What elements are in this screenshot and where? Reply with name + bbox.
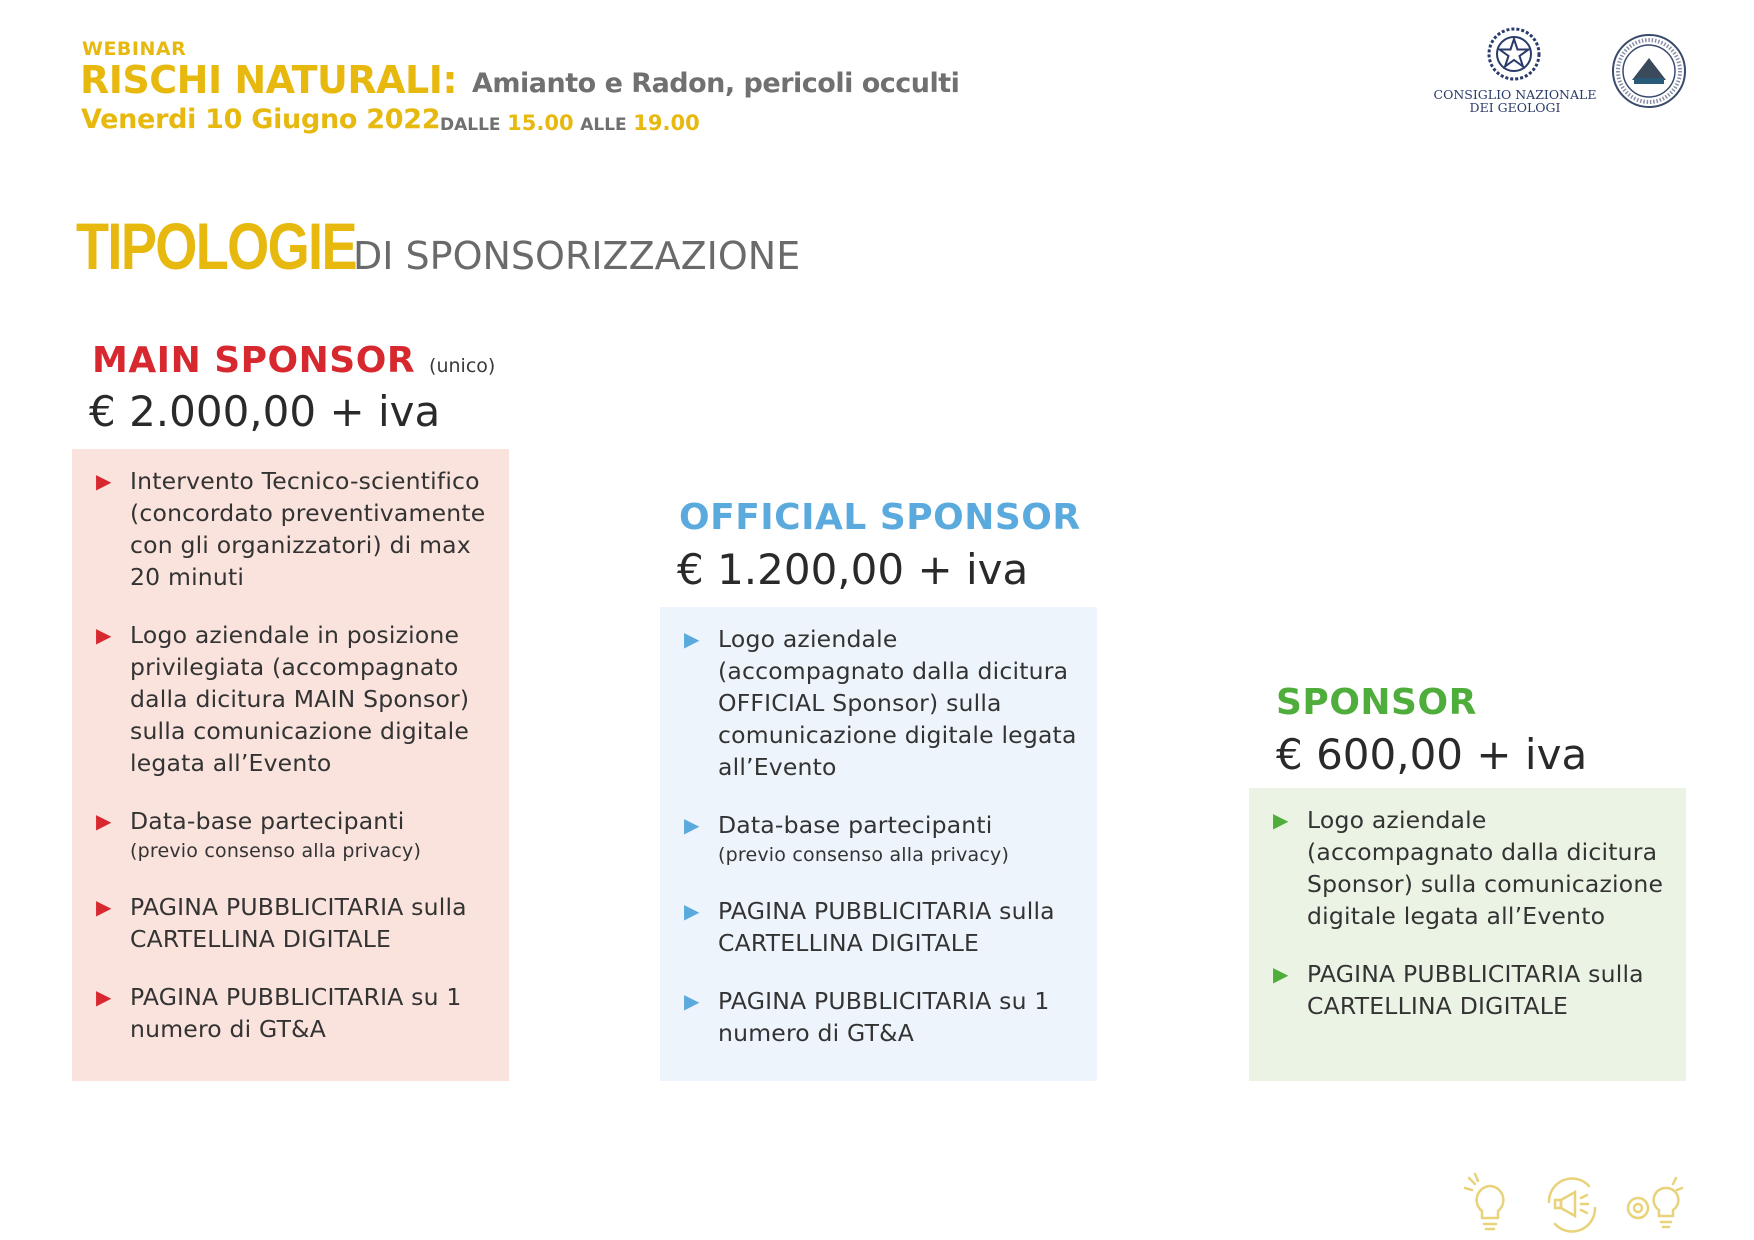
section-title (76, 208, 801, 284)
benefit-main-text: Logo aziendale (accompagnato dalla dicitura Sponsor) sulla comunicazione digitale legata all’Evento (1307, 806, 1664, 930)
event-title: RISCHI NATURALI: (80, 58, 458, 102)
cng-logo-text (1430, 88, 1600, 114)
benefit-main-text: PAGINA PUBBLICITARIA sulla CARTELLINA DIGITALE (1307, 960, 1644, 1020)
benefit-main-text: PAGINA PUBBLICITARIA su 1 numero di GT&A (130, 983, 462, 1043)
bullet-arrow-icon: ▶ (96, 985, 112, 1009)
main-sponsor-price: € 2.000,00 + iva (89, 387, 441, 436)
time-from-label: DALLE (440, 115, 501, 135)
megaphone-cycle-icon (1537, 1172, 1607, 1238)
main-sponsor-box (72, 449, 509, 1081)
benefit-main-text: Data-base partecipanti (718, 811, 993, 839)
benefit-text (718, 895, 1087, 959)
benefit-text (130, 891, 499, 955)
main-sponsor-title (92, 340, 495, 381)
benefit-main-text: Logo aziendale in posizione privilegiata (accompagnato dalla dicitura MAIN Sponsor) sulla comunicazione digitale legata all’Evento (130, 621, 470, 777)
official-sponsor-title (679, 497, 1081, 538)
benefit-main-text: Logo aziendale (accompagnato dalla dicitura OFFICIAL Sponsor) sulla comunicazione digitale legata all’Evento (718, 625, 1077, 781)
bullet-arrow-icon: ▶ (96, 623, 112, 647)
cng-line1: CONSIGLIO NAZIONALE (1433, 87, 1597, 102)
benefit-main-text: Data-base partecipanti (130, 807, 405, 835)
official-sponsor-benefit-item (684, 623, 1087, 783)
benefit-text (130, 805, 421, 865)
section-title-main: TIPOLOGIE (76, 209, 356, 283)
benefit-text (1307, 804, 1676, 932)
cng-line2: DEI GEOLOGI (1469, 100, 1561, 115)
sponsor-box (1249, 788, 1686, 1081)
benefit-note: (previo consenso alla privacy) (718, 844, 1010, 866)
bullet-arrow-icon: ▶ (684, 989, 700, 1013)
benefit-note: (previo consenso alla privacy) (130, 840, 422, 862)
event-date: Venerdi 10 Giugno 2022 (81, 104, 441, 135)
lightbulb-icon (1455, 1172, 1525, 1238)
bullet-arrow-icon: ▶ (684, 627, 700, 651)
official-sponsor-price: € 1.200,00 + iva (677, 545, 1029, 594)
bullet-arrow-icon: ▶ (96, 469, 112, 493)
sponsor-name: SPONSOR (1276, 682, 1477, 723)
webinar-label: WEBINAR (82, 38, 187, 60)
official-sponsor-benefit-item (684, 985, 1087, 1049)
main-sponsor-benefit-item (96, 465, 499, 593)
benefit-text (1307, 958, 1676, 1022)
italian-republic-emblem-icon (1486, 26, 1542, 82)
benefit-main-text: PAGINA PUBBLICITARIA sulla CARTELLINA DIGITALE (718, 897, 1055, 957)
main-sponsor-benefit-item (96, 891, 499, 955)
benefit-text (130, 619, 499, 779)
bullet-arrow-icon: ▶ (684, 899, 700, 923)
sponsor-benefit-item (1273, 958, 1676, 1022)
section-title-rest: DI SPONSORIZZAZIONE (353, 234, 801, 278)
bullet-arrow-icon: ▶ (1273, 808, 1289, 832)
official-sponsor-benefit-item (684, 895, 1087, 959)
sponsor-benefit-item (1273, 804, 1676, 932)
bullet-arrow-icon: ▶ (96, 895, 112, 919)
official-sponsor-benefit-item (684, 809, 1087, 869)
benefit-text (130, 465, 499, 593)
main-sponsor-benefit-item (96, 981, 499, 1045)
centro-studi-seal-icon (1610, 32, 1688, 110)
official-sponsor-name: OFFICIAL SPONSOR (679, 497, 1081, 538)
bullet-arrow-icon: ▶ (684, 813, 700, 837)
bullet-arrow-icon: ▶ (1273, 962, 1289, 986)
bullet-arrow-icon: ▶ (96, 809, 112, 833)
benefit-main-text: Intervento Tecnico-scientifico (concordato preventivamente con gli organizzatori) di max 20 minuti (130, 467, 486, 591)
time-to-label: ALLE (580, 115, 627, 135)
benefit-main-text: PAGINA PUBBLICITARIA sulla CARTELLINA DIGITALE (130, 893, 467, 953)
gear-lightbulb-icon (1618, 1172, 1688, 1238)
benefit-text (718, 623, 1087, 783)
time-from: 15.00 (507, 111, 574, 135)
benefit-main-text: PAGINA PUBBLICITARIA su 1 numero di GT&A (718, 987, 1050, 1047)
main-sponsor-name: MAIN SPONSOR (92, 340, 416, 381)
time-to: 19.00 (633, 111, 700, 135)
main-sponsor-benefit-item (96, 805, 499, 865)
main-sponsor-benefit-item (96, 619, 499, 779)
benefit-text (718, 985, 1087, 1049)
event-time (440, 111, 700, 135)
sponsor-price: € 600,00 + iva (1276, 730, 1588, 779)
official-sponsor-box (660, 607, 1097, 1081)
main-sponsor-note: (unico) (429, 355, 496, 377)
event-subtitle: Amianto e Radon, pericoli occulti (472, 68, 960, 99)
benefit-text (130, 981, 499, 1045)
sponsor-title (1276, 682, 1477, 723)
benefit-text (718, 809, 1009, 869)
